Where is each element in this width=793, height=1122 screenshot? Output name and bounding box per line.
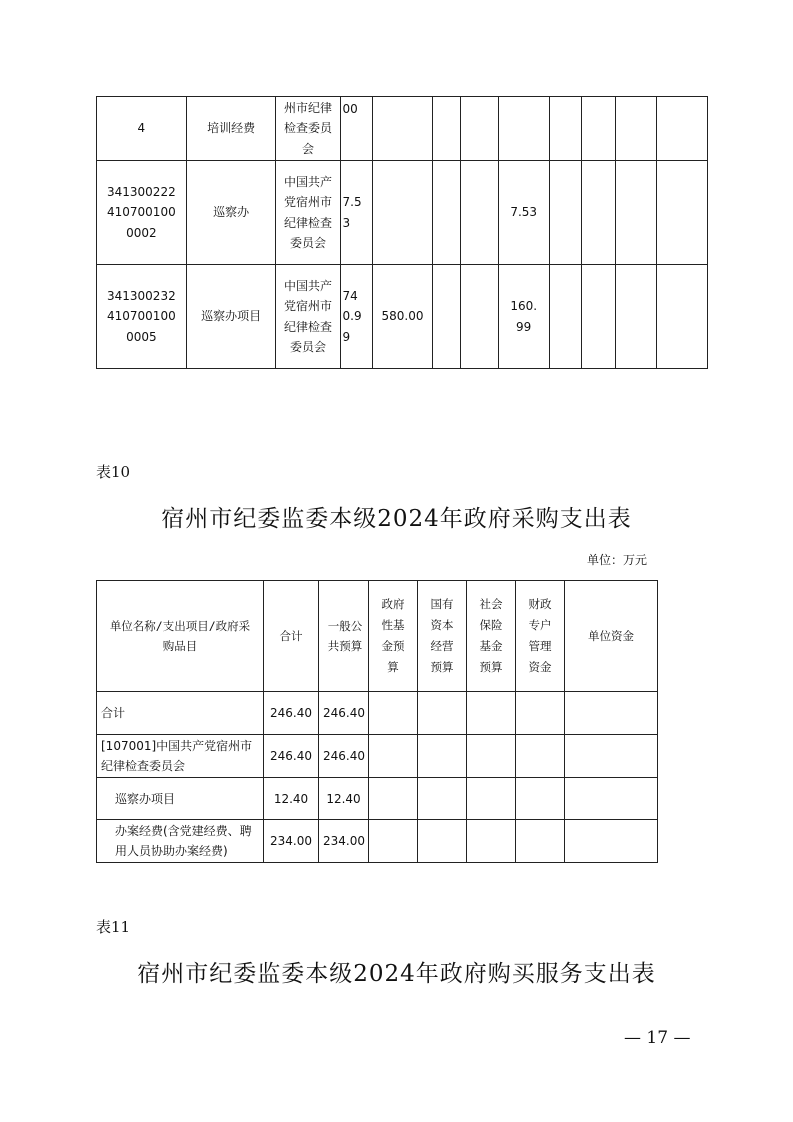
page-number: — 17 — <box>624 1028 691 1048</box>
cell <box>467 820 516 863</box>
table-9-continuation <box>96 96 708 369</box>
cell <box>549 161 581 265</box>
general-budget-cell: 12.40 <box>319 778 369 820</box>
col-header-unit-name: 单位名称/支出项目/政府采购品目 <box>97 581 264 692</box>
col-header-fund-budget: 政府性基金预算 <box>369 581 418 692</box>
cell <box>581 161 615 265</box>
cell <box>656 97 707 161</box>
col-header-unit-funds: 单位资金 <box>565 581 658 692</box>
cell <box>565 820 658 863</box>
cell <box>433 161 461 265</box>
unit-name-cell: 中国共产党宿州市纪律检查委员会 <box>276 161 340 265</box>
cell <box>656 161 707 265</box>
table-row <box>97 778 658 820</box>
project-name-cell: 培训经费 <box>186 97 276 161</box>
cell <box>516 735 565 778</box>
cell <box>549 265 581 369</box>
amount-cell: 160.99 <box>498 265 549 369</box>
project-code-cell: 4 <box>97 97 187 161</box>
row-name-cell: 办案经费(含党建经费、聘用人员协助办案经费) <box>97 820 264 863</box>
unit-name-cell: 中国共产党宿州市纪律检查委员会 <box>276 265 340 369</box>
row-name-cell: 合计 <box>97 692 264 735</box>
table-10 <box>96 580 658 863</box>
cell <box>372 161 433 265</box>
cell <box>498 97 549 161</box>
cell <box>616 265 657 369</box>
cell <box>369 692 418 735</box>
cell <box>467 735 516 778</box>
cell <box>433 265 461 369</box>
table-header-row <box>97 581 658 692</box>
table-10-title: 宿州市纪委监委本级2024年政府采购支出表 <box>161 506 632 532</box>
project-code-cell: 3413002224107001000002 <box>97 161 187 265</box>
cell <box>369 735 418 778</box>
cell <box>418 692 467 735</box>
cell <box>581 97 615 161</box>
table-11-title: 宿州市纪委监委本级2024年政府购买服务支出表 <box>137 961 656 987</box>
amount-cell: 7.53 <box>498 161 549 265</box>
cell <box>516 692 565 735</box>
cell <box>616 97 657 161</box>
cell <box>549 97 581 161</box>
col-header-social-insurance: 社会保险基金预算 <box>467 581 516 692</box>
cell <box>656 265 707 369</box>
cell <box>418 778 467 820</box>
col-header-total: 合计 <box>264 581 319 692</box>
total-cell: 234.00 <box>264 820 319 863</box>
total-cell: 7.53 <box>340 161 372 265</box>
project-code-cell: 3413002324107001000005 <box>97 265 187 369</box>
unit-name-cell: 州市纪律检查委员会 <box>276 97 340 161</box>
total-cell: 246.40 <box>264 735 319 778</box>
cell <box>433 97 461 161</box>
cell <box>516 778 565 820</box>
col-header-special-account: 财政专户管理资金 <box>516 581 565 692</box>
cell <box>418 735 467 778</box>
table-11-label: 表11 <box>96 918 131 936</box>
cell <box>581 265 615 369</box>
cell <box>565 692 658 735</box>
col-header-general-budget: 一般公共预算 <box>319 581 369 692</box>
table-row <box>97 161 708 265</box>
cell <box>565 735 658 778</box>
total-cell: 740.99 <box>340 265 372 369</box>
project-name-cell: 巡察办 <box>186 161 276 265</box>
cell <box>616 161 657 265</box>
cell <box>461 97 498 161</box>
total-cell: 246.40 <box>264 692 319 735</box>
cell <box>418 820 467 863</box>
project-name-cell: 巡察办项目 <box>186 265 276 369</box>
total-cell: 00 <box>340 97 372 161</box>
cell <box>467 778 516 820</box>
table-row <box>97 97 708 161</box>
cell <box>461 161 498 265</box>
general-budget-cell: 234.00 <box>319 820 369 863</box>
cell <box>467 692 516 735</box>
col-header-state-capital: 国有资本经营预算 <box>418 581 467 692</box>
general-budget-cell: 246.40 <box>319 735 369 778</box>
cell <box>516 820 565 863</box>
amount-cell: 580.00 <box>372 265 433 369</box>
general-budget-cell: 246.40 <box>319 692 369 735</box>
table-row <box>97 265 708 369</box>
cell <box>565 778 658 820</box>
cell <box>461 265 498 369</box>
cell <box>372 97 433 161</box>
cell <box>369 778 418 820</box>
cell <box>369 820 418 863</box>
row-name-cell: 巡察办项目 <box>97 778 264 820</box>
total-cell: 12.40 <box>264 778 319 820</box>
unit-note: 单位：万元 <box>586 553 647 567</box>
row-name-cell: [107001]中国共产党宿州市纪律检查委员会 <box>97 735 264 778</box>
table-row <box>97 692 658 735</box>
table-row <box>97 735 658 778</box>
table-row <box>97 820 658 863</box>
table-10-label: 表10 <box>96 463 131 481</box>
